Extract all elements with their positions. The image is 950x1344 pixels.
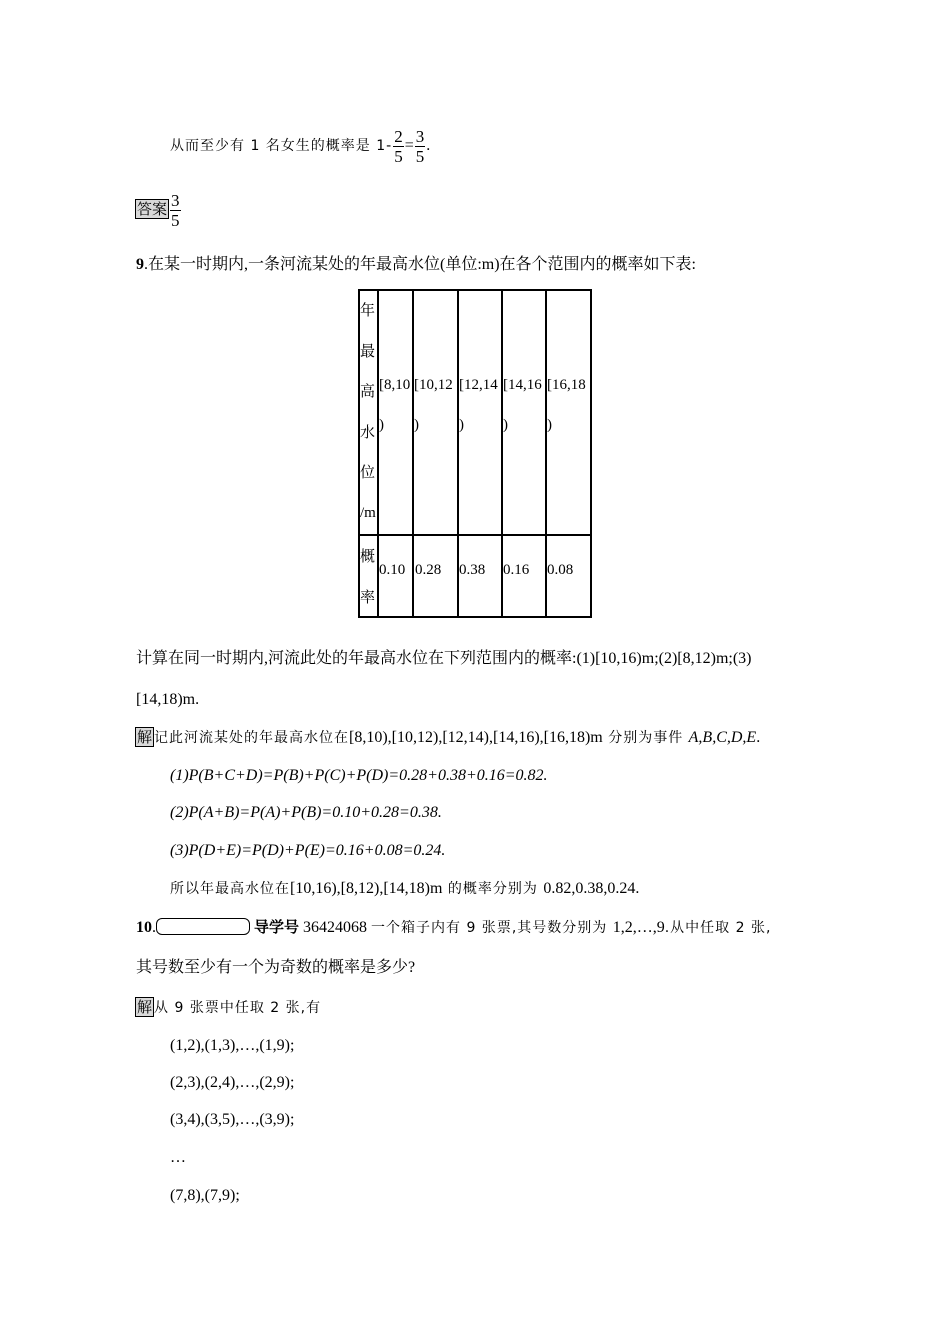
pair-row: (3,4),(3,5),…,(3,9); — [170, 1111, 295, 1128]
guide-label: 导学号 — [254, 918, 300, 936]
header-label-water-level: 年 最 高 水 位 /m — [360, 301, 376, 521]
solution-9-step1: (1)P(B+C+D)=P(B)+P(C)+P(D)=0.28+0.38+0.16=0.82. — [170, 767, 548, 784]
prob-cell: 0.08 — [547, 562, 574, 578]
fraction-two-fifths: $\frac{2}{5}$ — [394, 127, 403, 166]
solution-9-step2: (2)P(A+B)=P(A)+P(B)=0.10+0.28=0.38. — [170, 804, 442, 821]
question-number: 9 — [136, 256, 144, 273]
solution-9-step3: (3)P(D+E)=P(D)+P(E)=0.16+0.08=0.24. — [170, 842, 446, 859]
range-cell: ) — [459, 417, 464, 433]
probability-line: 从而至少有 1 名女生的概率是 1- $\frac{2}{5}$ = $\frac{3}{5}$ . — [170, 127, 431, 166]
question-9-part3: [14,18)m. — [136, 691, 200, 708]
range-cell: [14,16 — [503, 377, 542, 393]
range-cell: ) — [547, 417, 552, 433]
pair-row: (2,3),(2,4),…,(2,9); — [170, 1074, 295, 1091]
range-cell: ) — [379, 417, 384, 433]
pair-row: … — [170, 1149, 186, 1166]
range-cell: [16,18 — [547, 377, 586, 393]
answer-line — [135, 192, 182, 229]
line1-text: 从而至少有 1 名女生的概率是 1- — [170, 138, 393, 155]
range-cell: ) — [503, 417, 508, 433]
question-10-line2: 其号数至少有一个为奇数的概率是多少? — [136, 959, 416, 976]
answer-fraction: $\frac{3}{5}$ — [171, 191, 180, 230]
range-cell: [10,12 — [414, 377, 453, 393]
question-9: 9.在某一时期内,一条河流某处的年最高水位(单位:m)在各个范围内的概率如下表: — [136, 256, 696, 273]
prob-cell: 0.16 — [503, 562, 530, 578]
range-cell: [12,14 — [459, 377, 498, 393]
solution-9-conclusion: 所以年最高水位在[10,16),[8,12),[14,18)m 的概率分别为 0.82,0.38,0.24. — [170, 880, 640, 897]
question-10: 10. 导学号 36424068 一个箱子内有 9 张票,其号数分别为 1,2,…,9.从中任取 2 张, — [136, 918, 772, 936]
solution-10-intro: 解 从 9 张票中任取 2 张,有 — [137, 998, 322, 1016]
question-number: 10 — [136, 919, 152, 936]
solution-label: 解 — [137, 728, 153, 746]
range-cell: [8,10 — [379, 377, 411, 393]
pair-row: (1,2),(1,3),…,(1,9); — [170, 1037, 295, 1054]
fraction-three-fifths: $\frac{3}{5}$ — [415, 127, 425, 166]
question-9-text: 在某一时期内,一条河流某处的年最高水位(单位:m)在各个范围内的概率如下表: — [148, 256, 696, 273]
range-cell: ) — [414, 417, 419, 433]
prob-cell: 0.28 — [415, 562, 442, 578]
equals-sign: = — [404, 137, 414, 155]
prob-cell: 0.38 — [459, 562, 486, 578]
solution-9-intro: 解 记此河流某处的年最高水位在[8,10),[10,12),[12,14),[14,16),[16,18)m 分别为事件 A,B,C,D,E. — [137, 728, 761, 746]
prob-cell: 0.10 — [379, 562, 406, 578]
solution-label: 解 — [137, 998, 153, 1016]
water-level-table — [358, 289, 592, 618]
guide-badge — [156, 918, 250, 935]
pair-row: (7,8),(7,9); — [170, 1187, 240, 1204]
answer-label: 答案 — [137, 200, 168, 219]
question-9-part2: 计算在同一时期内,河流此处的年最高水位在下列范围内的概率:(1)[10,16)m;(2)[8,12)m;(3) — [136, 650, 752, 667]
prob-label: 概 率 — [360, 547, 376, 606]
